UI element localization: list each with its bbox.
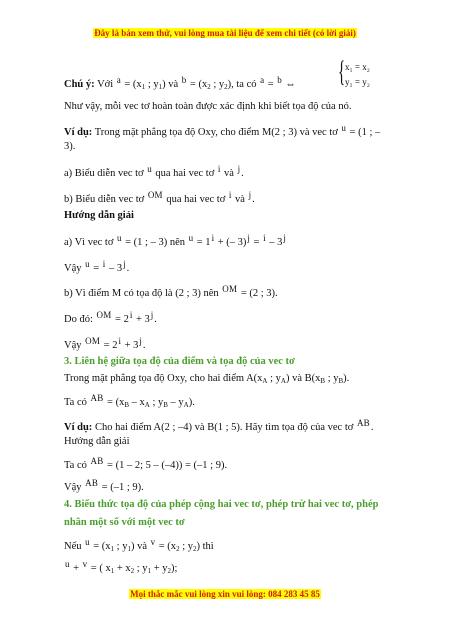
solution-heading: Hướng dẫn giải bbox=[64, 210, 134, 221]
question-a: a) Biểu diễn vec tơ u qua hai vec tơ i và j. bbox=[64, 164, 244, 179]
conclusion-a: Vậy u = i – 3j. bbox=[64, 259, 130, 274]
brace-icon: { bbox=[338, 55, 346, 88]
section-heading-4: 4. Biểu thức tọa độ của phép cộng hai vec tơ, phép trừ hai vec tơ, phép bbox=[64, 499, 379, 510]
conclusion-b: Vậy OM = 2i + 3j. bbox=[64, 336, 146, 351]
contact-notice-banner bbox=[0, 589, 450, 599]
solution-heading-2: Hướng dẫn giải bbox=[64, 436, 130, 447]
question-b: b) Biểu diễn vec tơ OM qua hai vec tơ i và j. bbox=[64, 190, 255, 205]
system-row-1: x₁ = x₂ bbox=[345, 62, 370, 72]
preview-notice-banner bbox=[0, 28, 450, 38]
solution-a: a) Vì vec tơ u = (1 ; – 3) nên u = 1i + (– 3)j = i – 3j bbox=[64, 233, 286, 248]
section-heading-4-cont: nhân một số với một vec tơ bbox=[64, 517, 185, 528]
paragraph-line: Như vậy, mỗi vec tơ hoàn toàn được xác định khi biết tọa độ của nó. bbox=[64, 101, 352, 112]
section-3-paragraph: Trong mặt phẳng tọa độ Oxy, cho hai điểm $A(x_A$ ; $y_A$) và $B(x_B$ ; $y_B$). bbox=[64, 373, 350, 385]
if-line: Nếu $u = (x_1$ ; $y_1$) và $v = (x_2$ ; $y_2$) thì bbox=[64, 537, 214, 553]
system-row-2: y₁ = y₂ bbox=[345, 77, 370, 87]
preview-notice-text: Đây là bản xem thử, vui lòng mua tài liệu để xem chi tiết (có lời giải) bbox=[94, 28, 356, 38]
therefore-line: Do đó: OM = 2i + 3j. bbox=[64, 310, 157, 325]
section-heading-3: 3. Liên hệ giữa tọa độ của điểm và tọa độ của vec tơ bbox=[64, 356, 295, 367]
example-2-line: Ví dụ: Cho hai điểm A(2 ; –4) và B(1 ; 5). Hãy tìm tọa độ của vec tơ AB. bbox=[64, 418, 374, 433]
example-2-result: Vậy AB = (–1 ; 9). bbox=[64, 478, 144, 493]
sum-formula: u + v = ( $x_1 + x_2$ ; $y_1 + y_2$); bbox=[65, 559, 178, 575]
example-line-cont: 3). bbox=[64, 141, 76, 152]
example-2-calc: Ta có AB = (1 – 2; 5 – (–4)) = (–1 ; 9). bbox=[64, 456, 228, 471]
equation-system bbox=[338, 55, 382, 90]
contact-notice-text: Mọi thắc mắc vui lòng xin vui lòng: 084 283 45 85 bbox=[130, 589, 320, 599]
note-line: Chú ý: Với $a = (x_1$ ; $y_1$) và $b = (x_2$ ; $y_2$), ta có a = b ⇔ bbox=[64, 75, 296, 91]
solution-b: b) Vì điểm M có tọa độ là (2 ; 3) nên OM = (2 ; 3). bbox=[64, 284, 278, 299]
formula-line: Ta có AB = ($x_B - x_A$ ; $y_B - y_A$). bbox=[64, 393, 195, 409]
example-line: Ví dụ: Trong mặt phẳng tọa độ Oxy, cho điểm M(2 ; 3) và vec tơ u = (1 ; – bbox=[64, 123, 381, 138]
